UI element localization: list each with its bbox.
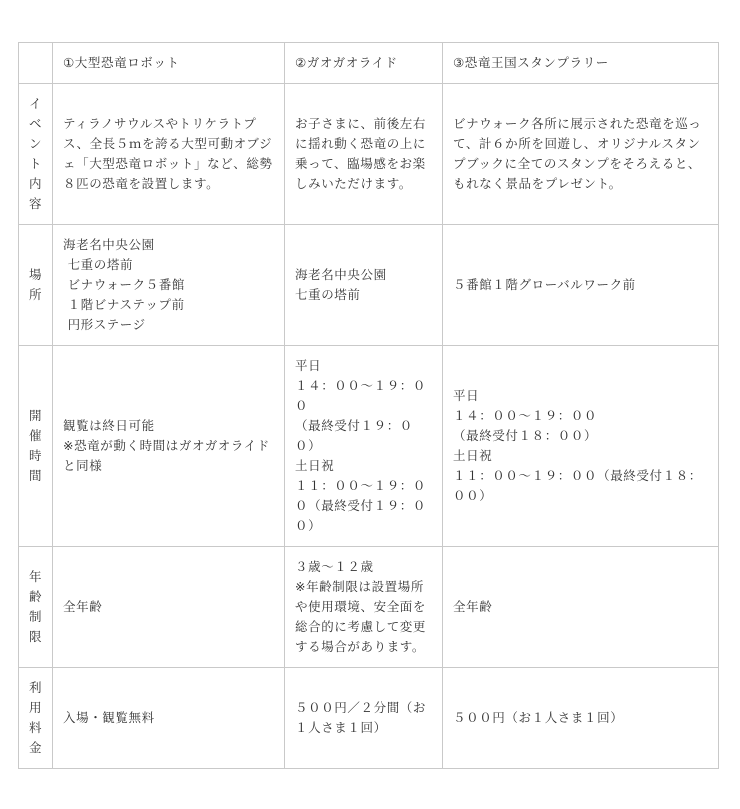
row-header-label: 利用料金 <box>28 680 43 755</box>
column-header-robot: ①大型恐竜ロボット <box>53 43 285 84</box>
row-header-label: 場所 <box>28 267 43 302</box>
cell-event-content-robot <box>53 84 285 225</box>
cell-location-ride <box>285 225 443 346</box>
cell-text: 海老名中央公園 七重の塔前 ビナウォーク５番館 １階ビナステップ前 円形ステージ <box>63 237 185 332</box>
cell-text: ５００円（お１人さま１回） <box>453 710 624 725</box>
column-header-stamp-rally: ③恐竜王国スタンプラリー <box>443 43 719 84</box>
cell-age-limit-stamp-rally <box>443 547 719 668</box>
cell-event-content-stamp-rally <box>443 84 719 225</box>
cell-text: ビナウォーク各所に展示された恐竜を巡って、計６か所を回遊し、オリジナルスタンプブックに全てのスタンプをそろえると、もれなく景品をプレゼント。 <box>453 116 702 191</box>
cell-text: ティラノサウルスやトリケラトプス、全長５ｍを誇る大型可動オブジェ「大型恐竜ロボット」など、総勢８匹の恐竜を設置します。 <box>63 116 273 191</box>
row-header-label: イベント内容 <box>28 96 43 211</box>
cell-text: 観覧は終日可能 ※恐竜が動く時間はガオガオライドと同様 <box>63 418 270 473</box>
row-header-event-content <box>19 84 53 225</box>
cell-text: 入場・観覧無料 <box>63 710 155 725</box>
cell-location-robot <box>53 225 285 346</box>
cell-hours-stamp-rally <box>443 346 719 547</box>
cell-text: 全年齢 <box>453 599 493 614</box>
column-header-ride: ②ガオガオライド <box>285 43 443 84</box>
cell-fee-robot <box>53 668 285 769</box>
cell-hours-robot <box>53 346 285 547</box>
row-header-label: 年齢制限 <box>28 569 43 644</box>
cell-fee-stamp-rally <box>443 668 719 769</box>
table-row-location <box>19 225 719 346</box>
table-header-row <box>19 43 719 84</box>
cell-event-content-ride <box>285 84 443 225</box>
cell-text: 平日 １４：００～１９：００ （最終受付１８：００） 土日祝 １１：００～１９：００（最終受付１８：００） <box>453 388 702 503</box>
cell-text: ５番館１階グローバルワーク前 <box>453 277 636 292</box>
cell-hours-ride <box>285 346 443 547</box>
table-row-fee <box>19 668 719 769</box>
table-row-event-content <box>19 84 719 225</box>
cell-age-limit-robot <box>53 547 285 668</box>
table-body <box>19 43 719 769</box>
cell-location-stamp-rally <box>443 225 719 346</box>
table-row-hours <box>19 346 719 547</box>
row-header-age-limit <box>19 547 53 668</box>
row-header-hours <box>19 346 53 547</box>
cell-fee-ride <box>285 668 443 769</box>
cell-text: ５００円／２分間（お１人さま１回） <box>295 700 427 735</box>
cell-text: 全年齢 <box>63 599 103 614</box>
row-header-location <box>19 225 53 346</box>
event-info-table <box>18 42 719 769</box>
cell-text: お子さまに、前後左右に揺れ動く恐竜の上に乗って、臨場感をお楽しみいただけます。 <box>295 116 427 191</box>
corner-cell <box>19 43 53 84</box>
row-header-fee <box>19 668 53 769</box>
cell-text: ３歳～１２歳 ※年齢制限は設置場所や使用環境、安全面を総合的に考慮して変更する場合があります。 <box>295 559 427 654</box>
cell-text: 海老名中央公園 七重の塔前 <box>295 267 387 302</box>
cell-text: 平日 １４：００～１９：００ （最終受付１９：００） 土日祝 １１：００～１９：００（最終受付１９：００） <box>295 358 427 533</box>
row-header-label: 開催時間 <box>28 408 43 483</box>
table-row-age-limit <box>19 547 719 668</box>
cell-age-limit-ride <box>285 547 443 668</box>
